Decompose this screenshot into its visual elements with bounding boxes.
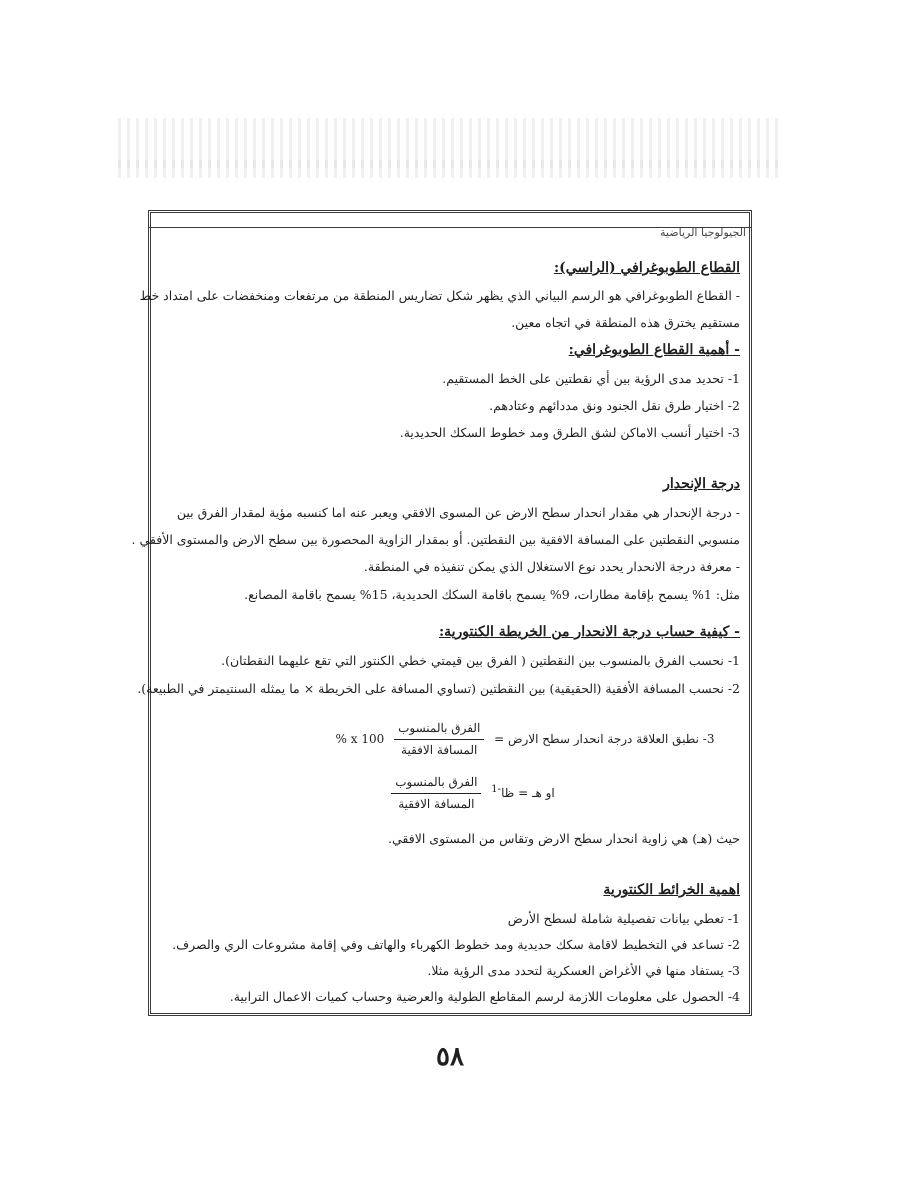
page-number: ٥٨ bbox=[436, 1042, 464, 1072]
fraction-denominator: المسافة الافقية bbox=[398, 797, 475, 811]
list-item: 1- تحديد مدى الرؤية بين أي نقطتين على الخط المستقيم. bbox=[442, 371, 740, 386]
section-heading: اهمية الخرائط الكنتورية bbox=[603, 882, 740, 898]
list-item: 3- اختيار أنسب الاماكن لشق الطرق ومد خطوط السكك الحديدية. bbox=[399, 425, 740, 440]
paragraph-line: - القطاع الطوبوغرافي هو الرسم البياني الذي يظهر شكل تضاريس المنطقة من مرتفعات ومنخفضات على امتداد خط bbox=[139, 288, 740, 303]
fraction bbox=[391, 774, 481, 813]
paragraph-line: مثل: 1% يسمح بإقامة مطارات، 9% يسمح باقامة السكك الحديدية، 15% يسمح باقامة المصانع. bbox=[244, 587, 740, 602]
running-title: الجيولوجيا الرياضية bbox=[660, 226, 746, 239]
section-heading: القطاع الطوبوغرافي (الراسي): bbox=[554, 260, 740, 276]
section-heading: - أهمية القطاع الطوبوغرافي: bbox=[568, 342, 740, 358]
inverse-exponent: -1 bbox=[491, 784, 502, 795]
scan-noise-band bbox=[118, 160, 778, 168]
scan-noise-band bbox=[118, 118, 778, 178]
paragraph-line: - درجة الإنحدار هي مقدار انحدار سطح الارض عن المسوى الافقي ويعبر عنه اما كنسبه مؤية لمقدار الفرق بين bbox=[176, 505, 740, 520]
formula-prefix: 3- نطبق العلاقة درجة انحدار سطح الارض = bbox=[494, 732, 715, 746]
fraction bbox=[394, 720, 484, 759]
list-item: 1- تعطي بيانات تفصيلية شاملة لسطح الأرض bbox=[507, 911, 740, 926]
fraction-denominator: المسافة الافقية bbox=[401, 743, 478, 757]
paragraph-line: مستقيم يخترق هذه المنطقة في اتجاه معين. bbox=[511, 315, 740, 330]
list-item: 4- الحصول على معلومات اللازمة لرسم المقاطع الطولية والعرضية وحساب كميات الاعمال الترابية. bbox=[229, 989, 740, 1004]
section-heading: - كيفية حساب درجة الانحدار من الخريطة الكنتورية: bbox=[438, 624, 740, 640]
paragraph-line: حيث (هـ) هي زاوية انحدار سطح الارض وتقاس من المستوى الافقي. bbox=[388, 831, 740, 846]
slope-formula-angle bbox=[360, 774, 580, 813]
list-item: 2- اختيار طرق نقل الجنود ونق مددائهم وعتادهم. bbox=[489, 398, 740, 413]
list-item: 2- تساعد في التخطيط لاقامة سكك حديدية ومد خطوط الكهرباء والهاتف وفي إقامة مشروعات الري والصرف. bbox=[172, 937, 740, 952]
fraction-numerator: الفرق بالمنسوب bbox=[394, 720, 484, 740]
slope-formula-percent bbox=[310, 720, 740, 759]
formula-suffix: x 100 % bbox=[335, 732, 385, 746]
section-heading: درجة الإنحدار bbox=[663, 476, 740, 492]
paragraph-line: - معرفة درجة الانحدار يحدد نوع الاستغلال الذي يمكن تنفيذه في المنطقة. bbox=[363, 559, 740, 574]
formula-prefix: او هـ = ظا bbox=[501, 786, 555, 800]
fraction-numerator: الفرق بالمنسوب bbox=[391, 774, 481, 794]
list-item: 2- نحسب المسافة الأفقية (الحقيقية) بين النقطتين (تساوي المسافة على الخريطة × ما يمثله السنتيمتر في الطبيعة). bbox=[137, 681, 740, 696]
list-item: 3- يستفاد منها في الأغراض العسكرية لتحدد مدى الرؤية مثلا. bbox=[427, 963, 740, 978]
list-item: 1- نحسب الفرق بالمنسوب بين النقطتين ( الفرق بين قيمتي خطي الكنتور التي تقع عليهما النقطتان). bbox=[221, 653, 740, 668]
paragraph-line: منسوبي النقطتين على المسافة الافقية بين النقطتين. أو بمقدار الزاوية المحصورة بين سطح الارض والمستوى الأفقي . bbox=[131, 532, 740, 547]
